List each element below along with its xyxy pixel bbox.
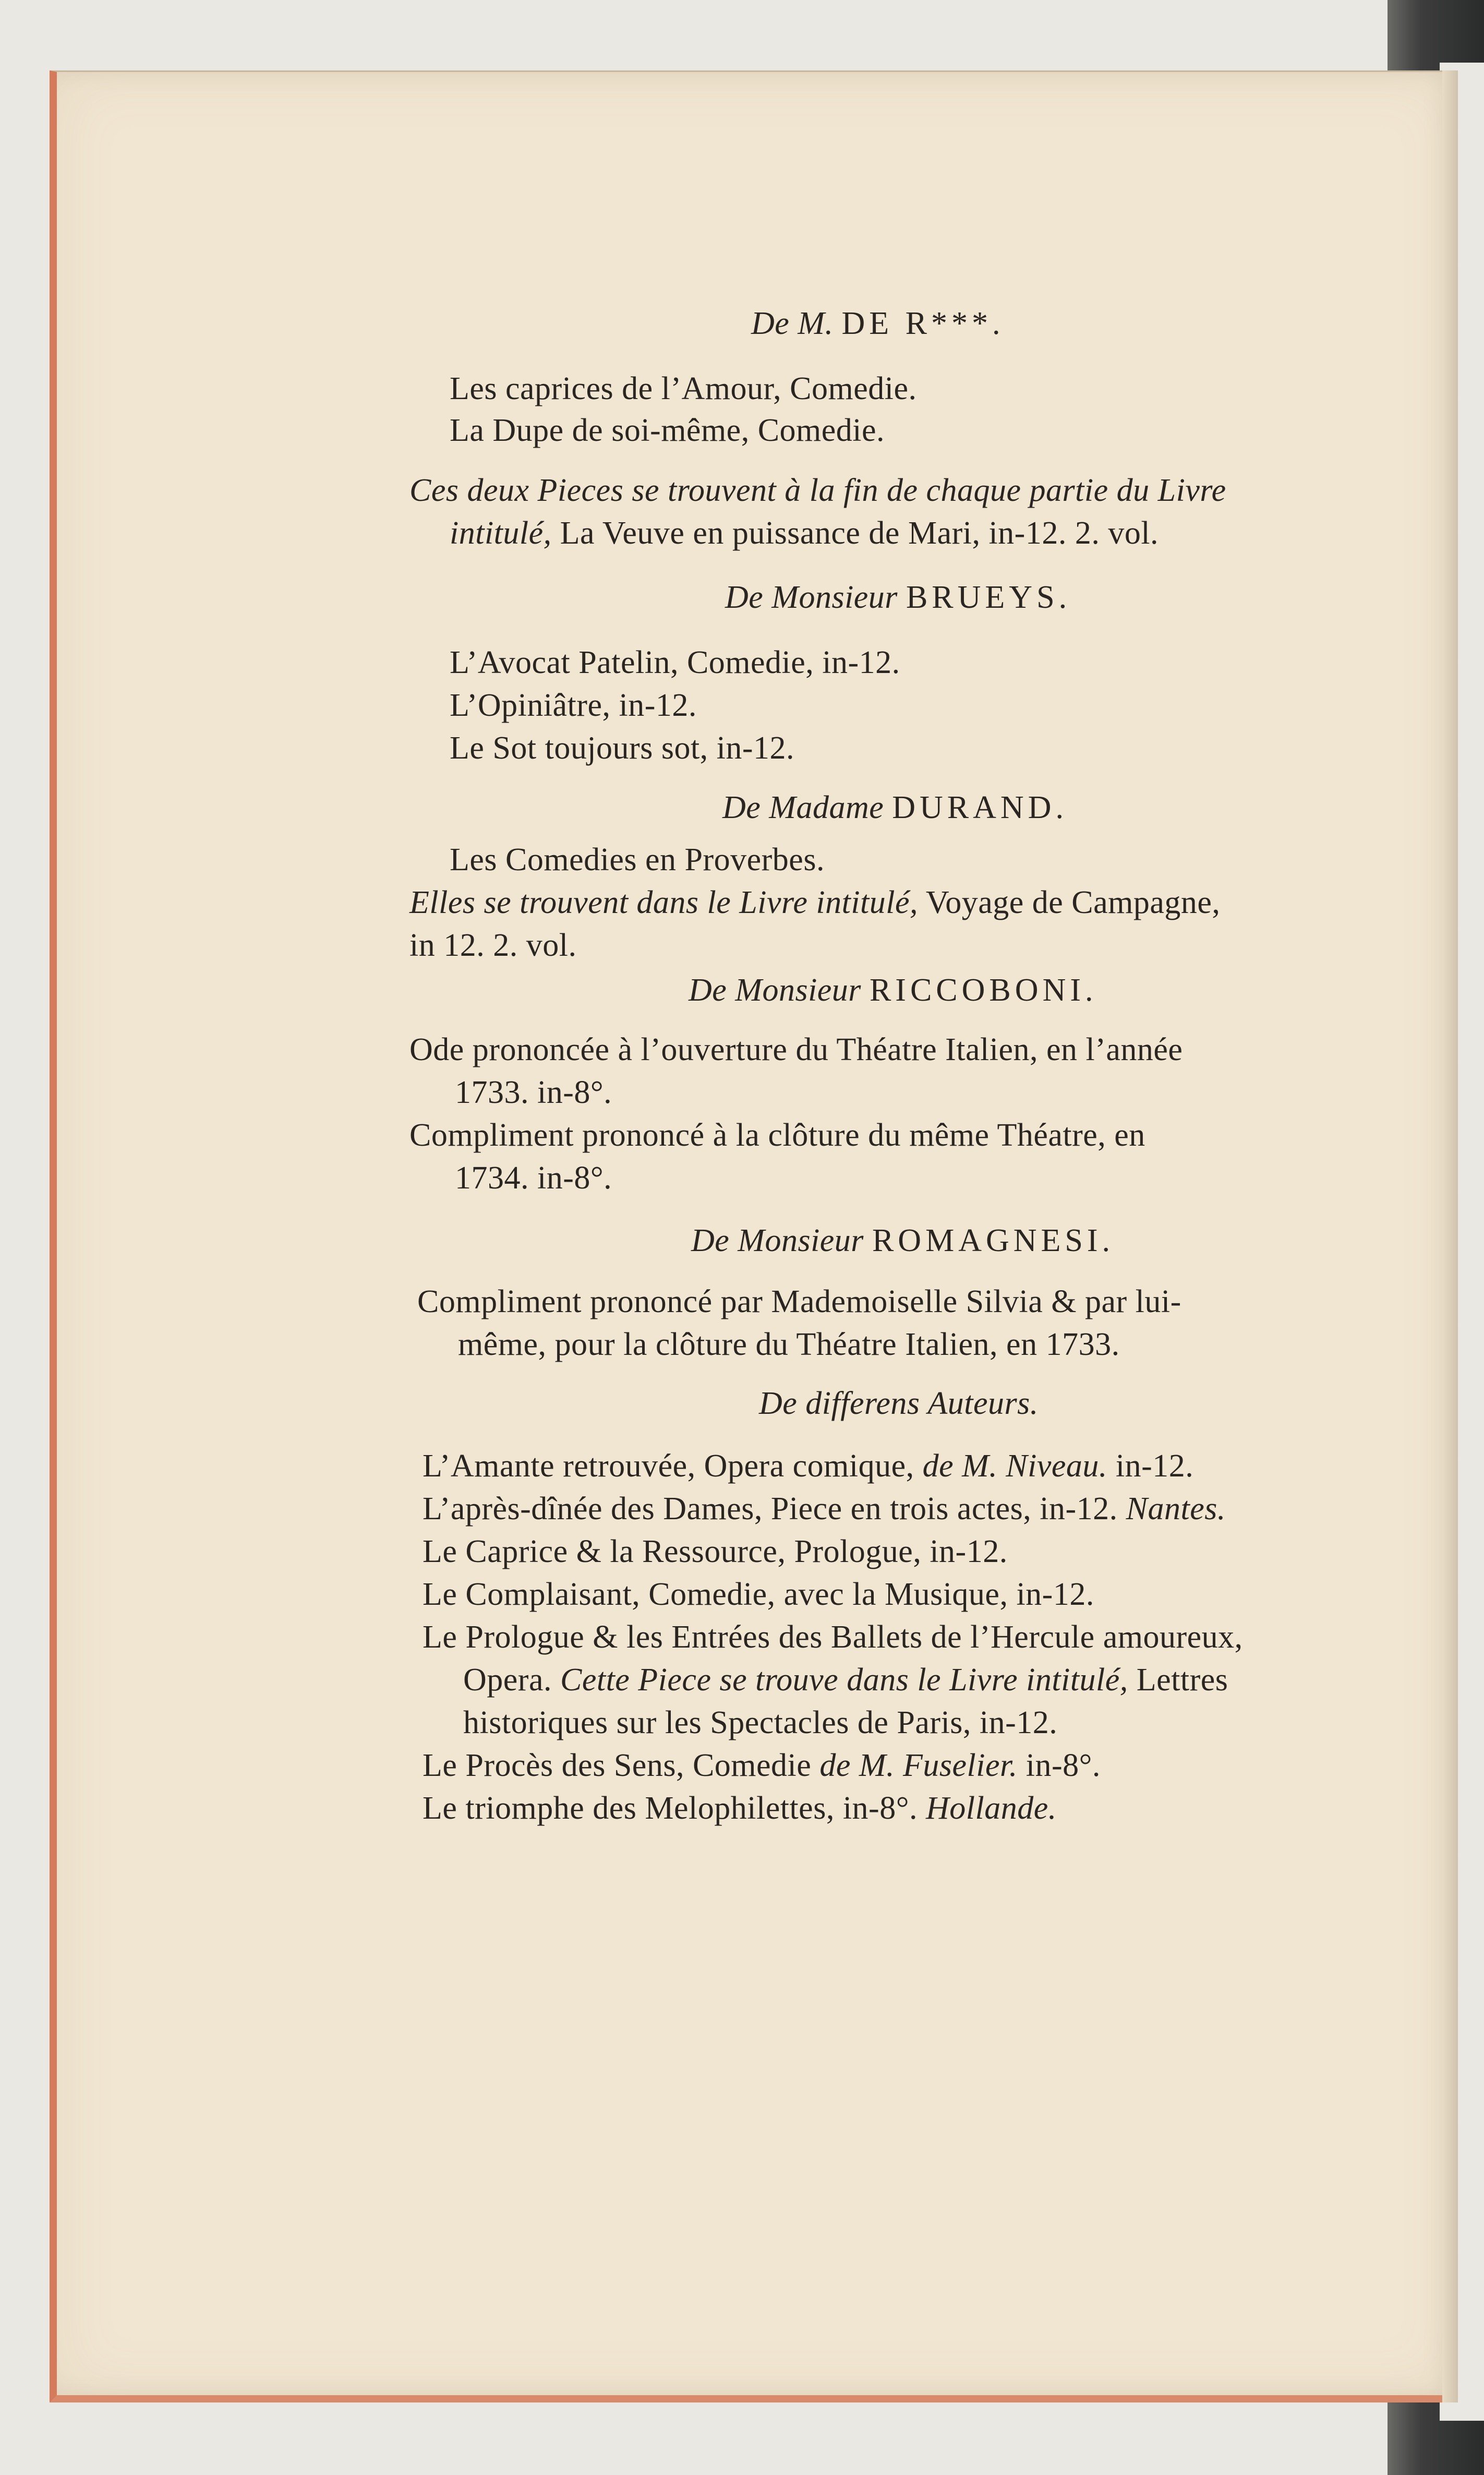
note: Elles se trouvent dans le Livre intitulé, Voyage de Campagne, — [409, 885, 1221, 920]
entry: L’après-dînée des Dames, Piece en trois actes, in-12. Nantes. — [423, 1491, 1226, 1527]
entry: Le Prologue & les Entrées des Ballets de l’Hercule amoureux, — [423, 1619, 1243, 1655]
entry: Le Caprice & la Ressource, Prologue, in-12. — [423, 1534, 1008, 1569]
entry: L’Amante retrouvée, Opera comique, de M. Niveau. in-12. — [423, 1448, 1194, 1484]
section-heading: De Monsieur BRUEYS. — [725, 580, 1071, 615]
section-heading: De Monsieur RICCOBONI. — [689, 972, 1097, 1008]
entry: L’Opiniâtre, in-12. — [450, 688, 697, 723]
entry: La Dupe de soi-même, Comedie. — [450, 413, 885, 448]
entry: Le Sot toujours sot, in-12. — [450, 730, 795, 766]
entry: historiques sur les Spectacles de Paris, in-12. — [463, 1705, 1058, 1740]
entry: même, pour la clôture du Théatre Italien, en 1733. — [458, 1327, 1120, 1362]
entry: Le Procès des Sens, Comedie de M. Fuselier. in-8°. — [423, 1748, 1101, 1783]
entry: Le Complaisant, Comedie, avec la Musique, in-12. — [423, 1577, 1094, 1612]
section-heading: De M. DE R***. — [751, 306, 1005, 341]
section-heading: De Madame DURAND. — [722, 790, 1068, 825]
section-heading: De Monsieur ROMAGNESI. — [691, 1223, 1115, 1258]
entry: Compliment prononcé par Mademoiselle Silvia & par lui- — [417, 1284, 1181, 1319]
note: in 12. 2. vol. — [409, 928, 577, 963]
note: Ces deux Pieces se trouvent à la fin de chaque partie du Livre — [409, 473, 1226, 508]
entry: Compliment prononcé à la clôture du même Théatre, en — [409, 1118, 1145, 1153]
entry: Les Comedies en Proverbes. — [450, 842, 825, 878]
entry: Les caprices de l’Amour, Comedie. — [450, 371, 917, 406]
section-heading: De differens Auteurs. — [759, 1386, 1039, 1421]
entry: 1734. in-8°. — [455, 1160, 612, 1196]
entry: Le triomphe des Melophilettes, in-8°. Hollande. — [423, 1791, 1057, 1826]
entry: 1733. in-8°. — [455, 1075, 612, 1110]
note: intitulé, La Veuve en puissance de Mari, in-12. 2. vol. — [450, 515, 1159, 551]
entry: Ode prononcée à l’ouverture du Théatre Italien, en l’année — [409, 1032, 1183, 1067]
entry: L’Avocat Patelin, Comedie, in-12. — [450, 645, 900, 680]
entry: Opera. Cette Piece se trouve dans le Livre intitulé, Lettres — [463, 1662, 1228, 1698]
